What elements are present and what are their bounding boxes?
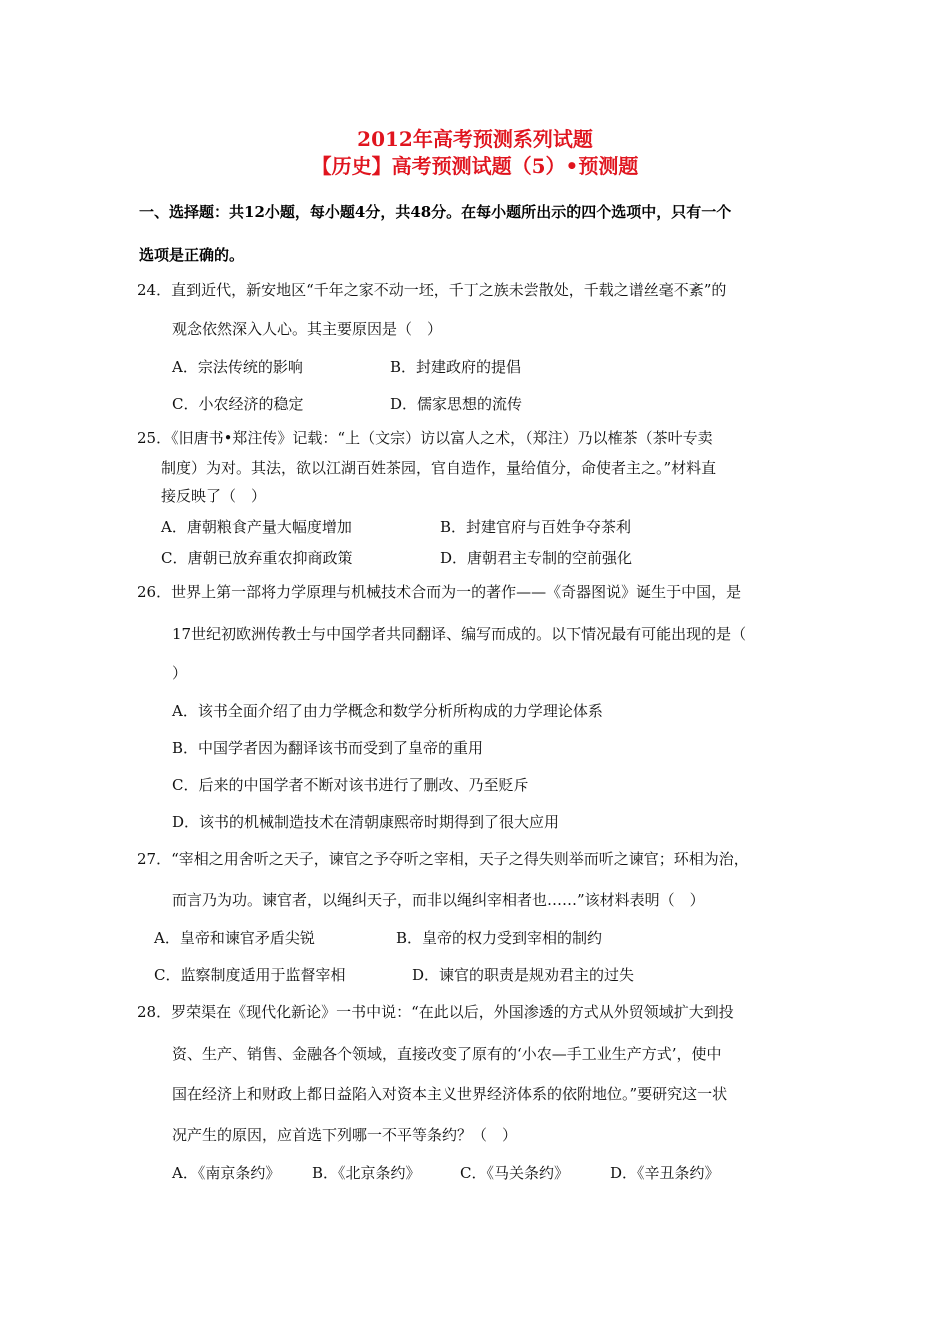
option-c: C．后来的中国学者不断对该书进行了删改、乃至贬斥 <box>172 776 529 794</box>
option-b: B．中国学者因为翻译该书而受到了皇帝的重用 <box>172 739 484 757</box>
option-a: A．《南京条约》 <box>172 1164 281 1182</box>
document-title: 2012年高考预测系列试题 <box>357 127 593 151</box>
option-d: D．《辛丑条约》 <box>610 1164 720 1182</box>
question-text-line: 26．世界上第一部将力学原理与机械技术合而为一的著作——《奇器图说》诞生于中国，是 <box>137 583 742 601</box>
option-a: A．该书全面介绍了由力学概念和数学分析所构成的力学理论体系 <box>172 702 603 720</box>
question-text-line: 况产生的原因，应首选下列哪一不平等条约？（ ） <box>172 1126 518 1144</box>
option-a: A．唐朝粮食产量大幅度增加 <box>161 518 352 536</box>
question-text-line: 17世纪初欧洲传教士与中国学者共同翻译、编写而成的。以下情况最有可能出现的是（ <box>172 625 747 643</box>
section-instruction-line1: 一、选择题：共12小题，每小题4分，共48分。在每小题所出示的四个选项中，只有一个 <box>139 203 732 221</box>
option-b: B．皇帝的权力受到宰相的制约 <box>396 929 603 947</box>
question-text-line: 24．直到近代，新安地区“千年之家不动一坯，千丁之族未尝散处，千载之谱丝毫不紊”的 <box>137 281 727 299</box>
document-subtitle: 【历史】高考预测试题（5）•预测题 <box>311 154 639 178</box>
option-c: C．监察制度适用于监督宰相 <box>154 966 346 984</box>
option-c: C．《马关条约》 <box>460 1164 569 1182</box>
section-instruction-line2: 选项是正确的。 <box>139 246 245 264</box>
option-a: A．皇帝和谏官矛盾尖锐 <box>154 929 315 947</box>
question-text-line: 而言乃为功。谏官者，以绳纠天子，而非以绳纠宰相者也……”该材料表明（ ） <box>172 891 705 909</box>
question-text-line: 27．“宰相之用舍听之天子，谏官之予夺听之宰相，天子之得失则举而听之谏官；环相为治， <box>137 850 749 868</box>
option-b: B．《北京条约》 <box>312 1164 421 1182</box>
question-text-line: 国在经济上和财政上都日益陷入对资本主义世界经济体系的依附地位。”要研究这一状 <box>172 1085 728 1103</box>
question-text-line: 25．《旧唐书•郑注传》记载：“上（文宗）访以富人之术，（郑注）乃以榷茶（茶叶专卖 <box>137 429 713 447</box>
question-text-line: 28．罗荣渠在《现代化新论》一书中说：“在此以后，外国渗透的方式从外贸领域扩大到投 <box>137 1003 734 1021</box>
option-c: C．小农经济的稳定 <box>172 395 304 413</box>
question-text-line: 制度）为对。其法，欲以江湖百姓茶园，官自造作，量给值分，命使者主之。”材料直 <box>161 459 717 477</box>
option-d: D．儒家思想的流传 <box>390 395 523 413</box>
question-text-line: 接反映了（ ） <box>161 487 267 505</box>
option-a: A．宗法传统的影响 <box>172 358 303 376</box>
option-c: C．唐朝已放弃重农抑商政策 <box>161 549 353 567</box>
question-text-line: ） <box>172 664 188 682</box>
option-d: D．该书的机械制造技术在清朝康熙帝时期得到了很大应用 <box>172 813 560 831</box>
option-d: D．谏官的职责是规劝君主的过失 <box>412 966 635 984</box>
option-b: B．封建官府与百姓争夺茶利 <box>440 518 632 536</box>
question-text-line: 资、生产、销售、金融各个领域，直接改变了原有的‘小农—手工业生产方式’，使中 <box>172 1045 722 1063</box>
question-text-line: 观念依然深入人心。其主要原因是（ ） <box>172 320 443 338</box>
option-b: B．封建政府的提倡 <box>390 358 522 376</box>
option-d: D．唐朝君主专制的空前强化 <box>440 549 633 567</box>
